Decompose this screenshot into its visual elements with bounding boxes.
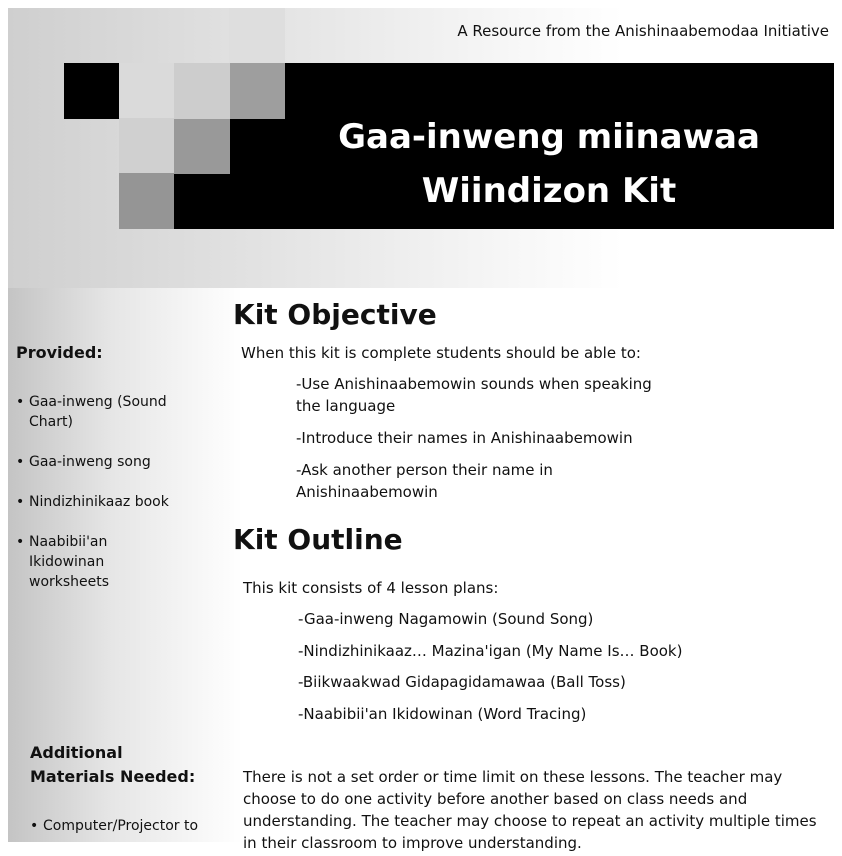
kit-title (264, 110, 834, 218)
list-item: • Naabibii'an Ikidowinan worksheets (16, 532, 186, 592)
list-item: • Nindizhinikaaz book (16, 492, 186, 512)
outline-item: -Gaa-inweng Nagamowin (Sound Song) (298, 610, 594, 628)
objective-item: -Ask another person their name in Anishinaabemowin (296, 461, 553, 501)
additional-materials-list (30, 816, 230, 856)
decorative-square-light (174, 63, 230, 119)
kit-title-line-2: Wiindizon Kit (421, 171, 677, 211)
outline-item: -Nindizhinikaaz… Mazina'igan (My Name Is… Book) (298, 642, 683, 660)
decorative-square-black (64, 63, 120, 119)
decorative-square-light (229, 8, 285, 64)
additional-materials-heading: Additional Materials Needed: (30, 743, 196, 786)
list-item: • Gaa-inweng (Sound Chart) (16, 392, 186, 432)
provided-heading: Provided: (16, 343, 103, 362)
page-margin (0, 0, 8, 842)
decorative-square-gray (174, 118, 230, 174)
outline-item: -Naabibii'an Ikidowinan (Word Tracing) (298, 705, 587, 723)
decorative-square-light (119, 63, 175, 119)
outline-item: -Biikwaakwad Gidapagidamawaa (Ball Toss) (298, 673, 626, 691)
objective-intro: When this kit is complete students should be able to: (241, 344, 641, 362)
list-item: • Computer/Projector to (30, 816, 230, 836)
decorative-square-gray (119, 173, 175, 229)
objective-item: -Use Anishinaabemowin sounds when speaking the language (296, 375, 652, 415)
outline-paragraph: There is not a set order or time limit on these lessons. The teacher may choose to do one activity before another based on class needs and understanding. The teacher may choose to repeat an activity multiple times in their classroom to improve understanding. (243, 768, 817, 852)
outline-intro: This kit consists of 4 lesson plans: (243, 579, 499, 597)
kit-title-line-1: Gaa-inweng miinawaa (338, 117, 760, 157)
kit-outline-heading: Kit Outline (233, 523, 403, 556)
provided-list (16, 392, 186, 612)
kit-objective-heading: Kit Objective (233, 298, 437, 331)
resource-tagline: A Resource from the Anishinaabemodaa Initiative (457, 22, 829, 40)
decorative-square-light (119, 118, 175, 174)
objective-item: -Introduce their names in Anishinaabemowin (296, 429, 633, 447)
list-item: • Gaa-inweng song (16, 452, 186, 472)
